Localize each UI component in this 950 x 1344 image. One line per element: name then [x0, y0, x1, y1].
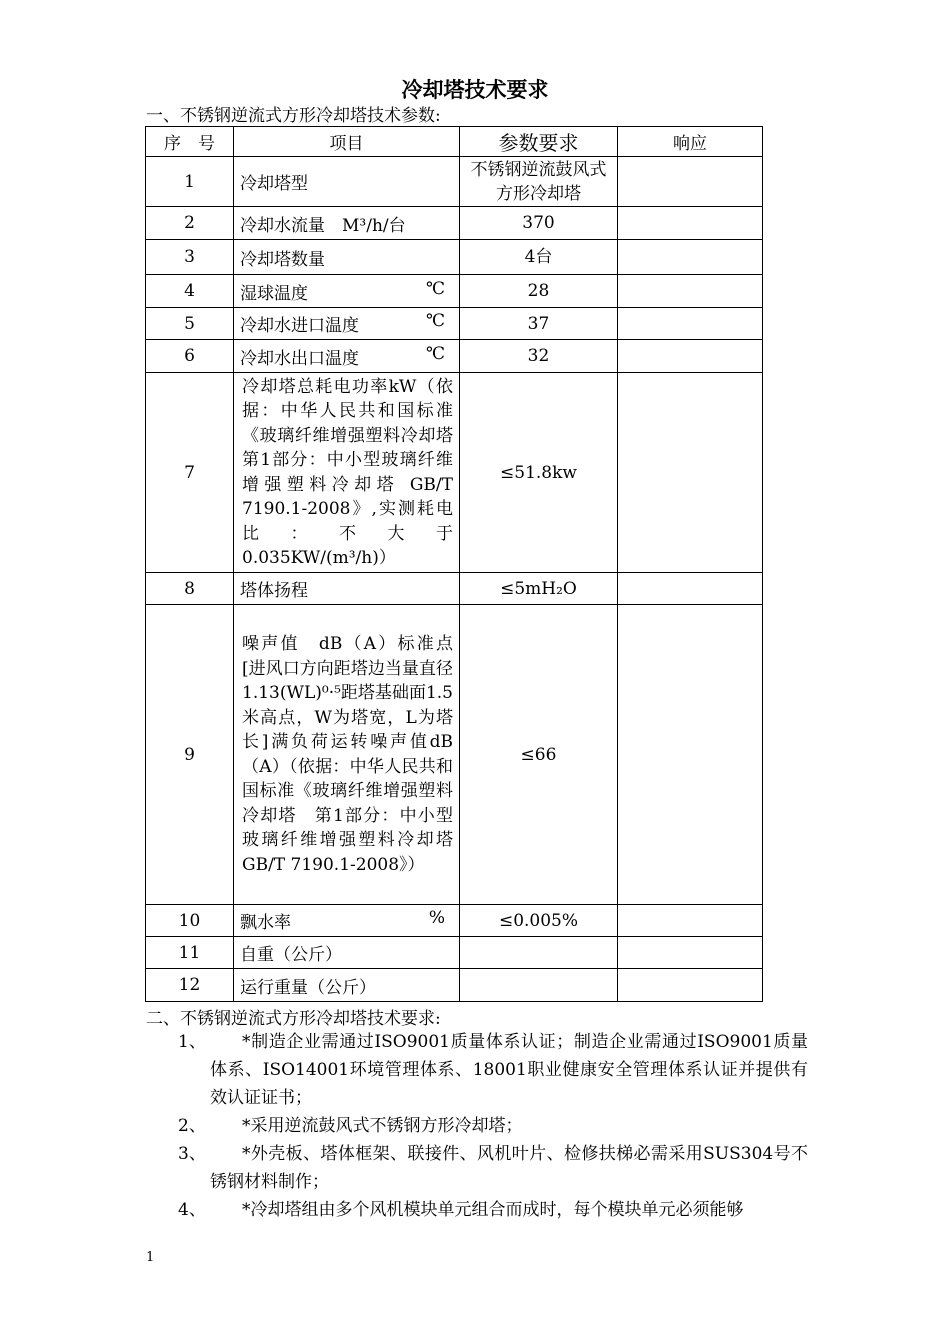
row-item-unit: ℃ [425, 343, 445, 364]
row-value: ≤0.005% [460, 905, 618, 937]
row-number: 10 [146, 905, 234, 937]
row-value: ≤66 [460, 605, 618, 905]
row-response[interactable] [618, 373, 763, 573]
row-item-unit: ℃ [425, 311, 445, 331]
row-item-label: 冷却水进口温度 [240, 316, 359, 336]
spec-table-body [146, 157, 763, 1002]
section-1-heading: 一、不锈钢逆流式方形冷却塔技术参数: [146, 106, 441, 126]
row-item-unit: % [428, 908, 445, 928]
row-item [234, 275, 460, 308]
table-row [146, 373, 763, 573]
table-row [146, 937, 763, 969]
row-item [234, 969, 460, 1002]
row-item-label: 运行重量（公斤） [240, 977, 376, 998]
requirements-list [178, 1028, 808, 1224]
row-value: 370 [460, 207, 618, 240]
row-number: 7 [146, 373, 234, 573]
row-item-label: 塔体扬程 [240, 581, 308, 601]
list-item-text: *外壳板、塔体框架、联接件、风机叶片、检修扶梯必需采用SUS304号不锈钢材料制作； [210, 1144, 808, 1192]
row-item [234, 573, 460, 605]
row-response[interactable] [618, 275, 763, 308]
table-row [146, 275, 763, 308]
row-response[interactable] [618, 340, 763, 373]
list-item-text: *冷却塔组由多个风机模块单元组合而成时，每个模块单元必须能够 [242, 1200, 744, 1220]
row-value: ≤51.8kw [460, 373, 618, 573]
row-item [234, 905, 460, 937]
row-item [234, 157, 460, 207]
list-item [178, 1140, 808, 1196]
row-response[interactable] [618, 240, 763, 275]
list-item-text: *采用逆流鼓风式不锈钢方形冷却塔； [242, 1116, 523, 1136]
header-response: 响应 [618, 127, 763, 157]
list-item-number: 3、 [178, 1144, 206, 1164]
row-response[interactable] [618, 969, 763, 1002]
row-item-label: 冷却水出口温度 [240, 348, 359, 369]
row-value: 不锈钢逆流鼓风式方形冷却塔 [460, 157, 618, 207]
row-item [234, 373, 460, 573]
row-value: 32 [460, 340, 618, 373]
row-item-label: 冷却塔总耗电功率kW（依据：中华人民共和国标准《玻璃纤维增强塑料冷却塔 第1部分：中小型玻璃纤维增强塑料冷却塔 GB/T 7190.1-2008》,实测耗电比：不大于0.035KW/(m³/h)） [242, 376, 453, 568]
row-response[interactable] [618, 308, 763, 340]
list-item [178, 1196, 808, 1224]
header-item: 项目 [234, 127, 460, 157]
row-response[interactable] [618, 605, 763, 905]
list-item-number: 1、 [178, 1032, 206, 1052]
header-no: 序 号 [146, 127, 234, 157]
row-value [460, 937, 618, 969]
list-item [178, 1112, 808, 1140]
row-item-label: 湿球温度 [240, 283, 308, 304]
row-item [234, 240, 460, 275]
row-number: 6 [146, 340, 234, 373]
row-item-label: 冷却塔型 [240, 174, 308, 194]
list-item-text: *制造企业需通过ISO9001质量体系认证；制造企业需通过ISO9001质量体系、ISO14001环境管理体系、18001职业健康安全管理体系认证并提供有效认证证书； [210, 1032, 808, 1108]
row-item [234, 308, 460, 340]
table-row [146, 308, 763, 340]
row-item-label: 冷却塔数量 [240, 249, 325, 270]
row-number: 3 [146, 240, 234, 275]
row-response[interactable] [618, 905, 763, 937]
row-number: 8 [146, 573, 234, 605]
row-item-label: 噪声值 dB（A）标准点[进风口方向距塔边当量直径1.13(WL)⁰·⁵距塔基础面1.5米高点，W为塔宽，L为塔长]满负荷运转噪声值dB（A）（依据：中华人民共和国标准《玻璃纤维增强塑料冷却塔 第1部分：中小型玻璃纤维增强塑料冷却塔GB/T 7190.1-2008》） [242, 634, 453, 875]
row-value: 37 [460, 308, 618, 340]
section-2-heading: 二、不锈钢逆流式方形冷却塔技术要求: [146, 1009, 441, 1029]
row-item [234, 937, 460, 969]
row-number: 5 [146, 308, 234, 340]
table-row [146, 573, 763, 605]
row-response[interactable] [618, 157, 763, 207]
list-item-number: 4、 [178, 1200, 206, 1220]
row-number: 12 [146, 969, 234, 1002]
row-value: 4台 [460, 240, 618, 275]
row-value: ≤5mH₂O [460, 573, 618, 605]
row-number: 9 [146, 605, 234, 905]
row-item [234, 207, 460, 240]
row-item-label: 自重（公斤） [240, 945, 342, 965]
row-number: 11 [146, 937, 234, 969]
document-title: 冷却塔技术要求 [401, 78, 549, 102]
row-number: 1 [146, 157, 234, 207]
row-item [234, 605, 460, 905]
page-number: 1 [146, 1250, 155, 1265]
row-item-label: 飘水率 [240, 913, 291, 933]
row-response[interactable] [618, 937, 763, 969]
table-row [146, 340, 763, 373]
table-row [146, 605, 763, 905]
row-item-unit: ℃ [425, 278, 445, 299]
row-response[interactable] [618, 207, 763, 240]
table-row [146, 240, 763, 275]
list-item [178, 1028, 808, 1112]
table-row [146, 905, 763, 937]
row-response[interactable] [618, 573, 763, 605]
list-item-number: 2、 [178, 1116, 206, 1136]
row-value [460, 969, 618, 1002]
table-row [146, 969, 763, 1002]
spec-table [145, 126, 763, 1002]
table-header-row [146, 127, 763, 157]
table-row [146, 157, 763, 207]
row-item-label: 冷却水流量 M³/h/台 [240, 215, 406, 236]
row-number: 4 [146, 275, 234, 308]
header-requirement: 参数要求 [460, 127, 618, 157]
row-number: 2 [146, 207, 234, 240]
row-value: 28 [460, 275, 618, 308]
table-row [146, 207, 763, 240]
row-item [234, 340, 460, 373]
